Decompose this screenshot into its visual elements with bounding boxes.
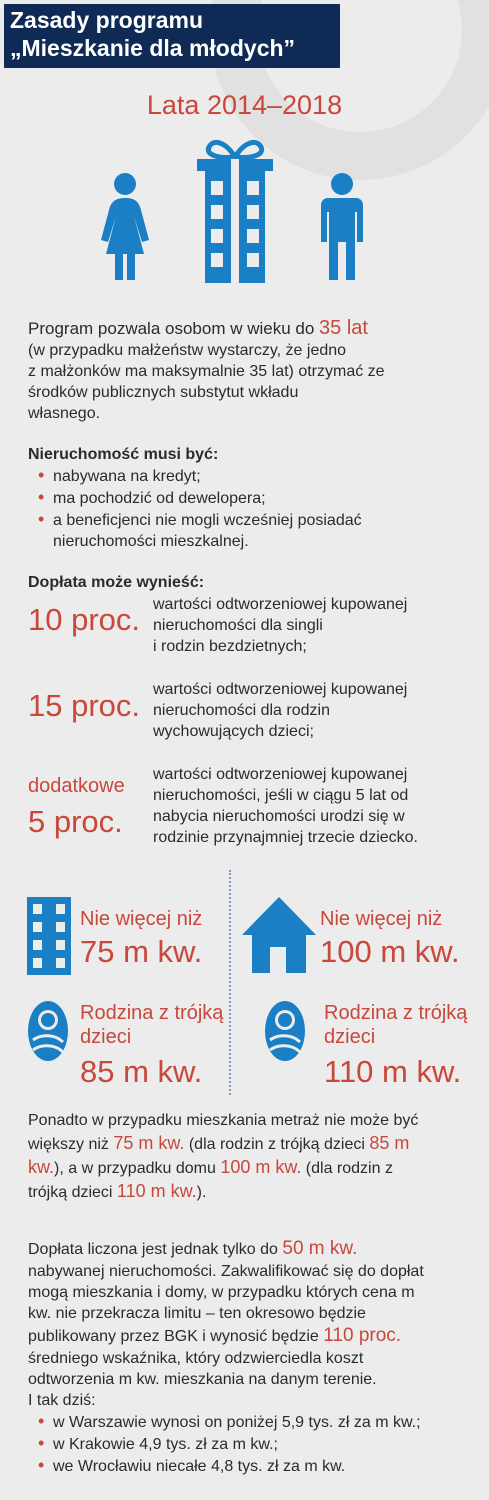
area-highlight: 85 m (369, 1133, 410, 1153)
house-icon (240, 895, 318, 975)
house-family-label: Rodzina z trójką (324, 1002, 468, 1024)
subsidy-value-10: 10 proc. (28, 602, 141, 637)
property-item: nabywana na kredyt; (53, 468, 201, 485)
property-heading: Nieruchomość musi być: (28, 446, 219, 463)
house-family-value: 110 m kw. (324, 1054, 462, 1089)
area-text: większy niż (28, 1136, 114, 1153)
calc-line: nabywanej nieruchomości. Zakwalifikować się do dopłat (28, 1263, 424, 1280)
area-highlight: kw. (28, 1157, 55, 1177)
subsidy-desc: nieruchomości dla singli (153, 617, 323, 634)
subsidy-desc: rodzinie przynajmniej trzecie dziecko. (153, 829, 418, 846)
house-limit-label: Nie więcej niż (320, 908, 443, 930)
subsidy-heading: Dopłata może wynieść: (28, 574, 205, 591)
section-divider (229, 870, 231, 1095)
baby-icon (264, 1000, 306, 1062)
subsidy-desc: wartości odtworzeniowej kupowanej (153, 681, 408, 698)
age-limit-highlight: 35 lat (319, 317, 368, 339)
subsidy-desc: wychowujących dzieci; (153, 723, 314, 740)
area-line: Ponadto w przypadku mieszkania metraż nie może być (28, 1112, 419, 1129)
subsidy-value-15: 15 proc. (28, 688, 141, 723)
flat-limit-label: Nie więcej niż (80, 908, 203, 930)
years-subtitle: Lata 2014–2018 (146, 90, 343, 120)
bullet-dot: • (38, 1411, 45, 1431)
subsidy-extra-label: dodatkowe (28, 775, 125, 797)
calc-line: mogą mieszkania i domy, w przypadku których cena m (28, 1284, 415, 1301)
property-item: a beneficjenci nie mogli wcześniej posiadać (53, 512, 362, 529)
city-price-item: w Krakowie 4,9 tys. zł za m kw.; (53, 1436, 278, 1453)
intro-line: własnego. (28, 405, 101, 422)
subsidy-desc: i rodzin bezdzietnych; (153, 638, 307, 655)
property-item: ma pochodzić od dewelopera; (53, 490, 266, 507)
bullet-dot: • (38, 1433, 45, 1453)
area-text: ). (196, 1184, 207, 1201)
area-highlight: 75 m kw. (113, 1133, 185, 1153)
calc-line: I tak dziś: (28, 1392, 96, 1409)
calc-line: odtworzenia m kw. mieszkania na danym terenie. (28, 1371, 377, 1388)
bullet-dot: • (38, 465, 45, 485)
area-highlight: 100 m kw. (220, 1157, 302, 1177)
flat-family-label: Rodzina z trójką (80, 1002, 224, 1024)
apartment-building-icon (27, 897, 71, 975)
area-text: trójką dzieci (28, 1184, 117, 1201)
subsidy-desc: wartości odtworzeniowej kupowanej (153, 596, 408, 613)
city-price-item: we Wrocławiu niecałe 4,8 tys. zł za m kw. (53, 1458, 346, 1475)
gift-building-icon (195, 135, 275, 283)
man-icon (320, 172, 364, 282)
baby-icon (27, 1000, 69, 1062)
area-text: (dla rodzin z trójką dzieci (184, 1136, 370, 1153)
subsidy-desc: nieruchomości, jeśli w ciągu 5 lat od (153, 787, 409, 804)
flat-family-value: 85 m kw. (80, 1054, 203, 1089)
subsidy-desc: wartości odtworzeniowej kupowanej (153, 766, 408, 783)
page-title-line1: Zasady programu (10, 7, 203, 33)
flat-family-label: dzieci (80, 1026, 132, 1048)
calc-text: publikowany przez BGK i wynosić będzie (28, 1328, 324, 1345)
page-title-line2: „Mieszkanie dla młodych” (10, 35, 296, 61)
intro-line: środków publicznych substytut wkładu (28, 384, 299, 401)
city-price-item: w Warszawie wynosi on poniżej 5,9 tys. zł za m kw.; (53, 1414, 421, 1431)
area-text: (dla rodzin z (301, 1160, 393, 1177)
bullet-dot: • (38, 1455, 45, 1475)
calc-text: Dopłata liczona jest jednak tylko do (28, 1241, 283, 1258)
woman-icon (98, 172, 152, 282)
intro-line: (w przypadku małżeństw wystarczy, że jedno (28, 342, 347, 359)
house-family-label: dzieci (324, 1026, 376, 1048)
house-limit-value: 100 m kw. (320, 934, 460, 969)
property-item: nieruchomości mieszkalnej. (53, 533, 249, 550)
calc-line: kw. nie przekracza limitu – ten okresowo będzie (28, 1305, 366, 1322)
flat-limit-value: 75 m kw. (80, 934, 203, 969)
calc-highlight: 50 m kw. (282, 1238, 358, 1259)
bullet-dot: • (38, 487, 45, 507)
area-highlight: 110 m kw. (116, 1181, 197, 1201)
bullet-dot: • (38, 509, 45, 529)
subsidy-value-5: 5 proc. (28, 804, 123, 839)
subsidy-desc: nieruchomości dla rodzin (153, 702, 330, 719)
intro-line: z małżonków ma maksymalnie 35 lat) otrzymać ze (28, 363, 385, 380)
area-text: ), a w przypadku domu (54, 1160, 221, 1177)
calc-line: średniego wskaźnika, który odzwierciedla koszt (28, 1350, 364, 1367)
subsidy-desc: nabycia nieruchomości urodzi się w (153, 808, 405, 825)
intro-text: Program pozwala osobom w wieku do (28, 319, 320, 338)
calc-highlight: 110 proc. (323, 1325, 402, 1346)
